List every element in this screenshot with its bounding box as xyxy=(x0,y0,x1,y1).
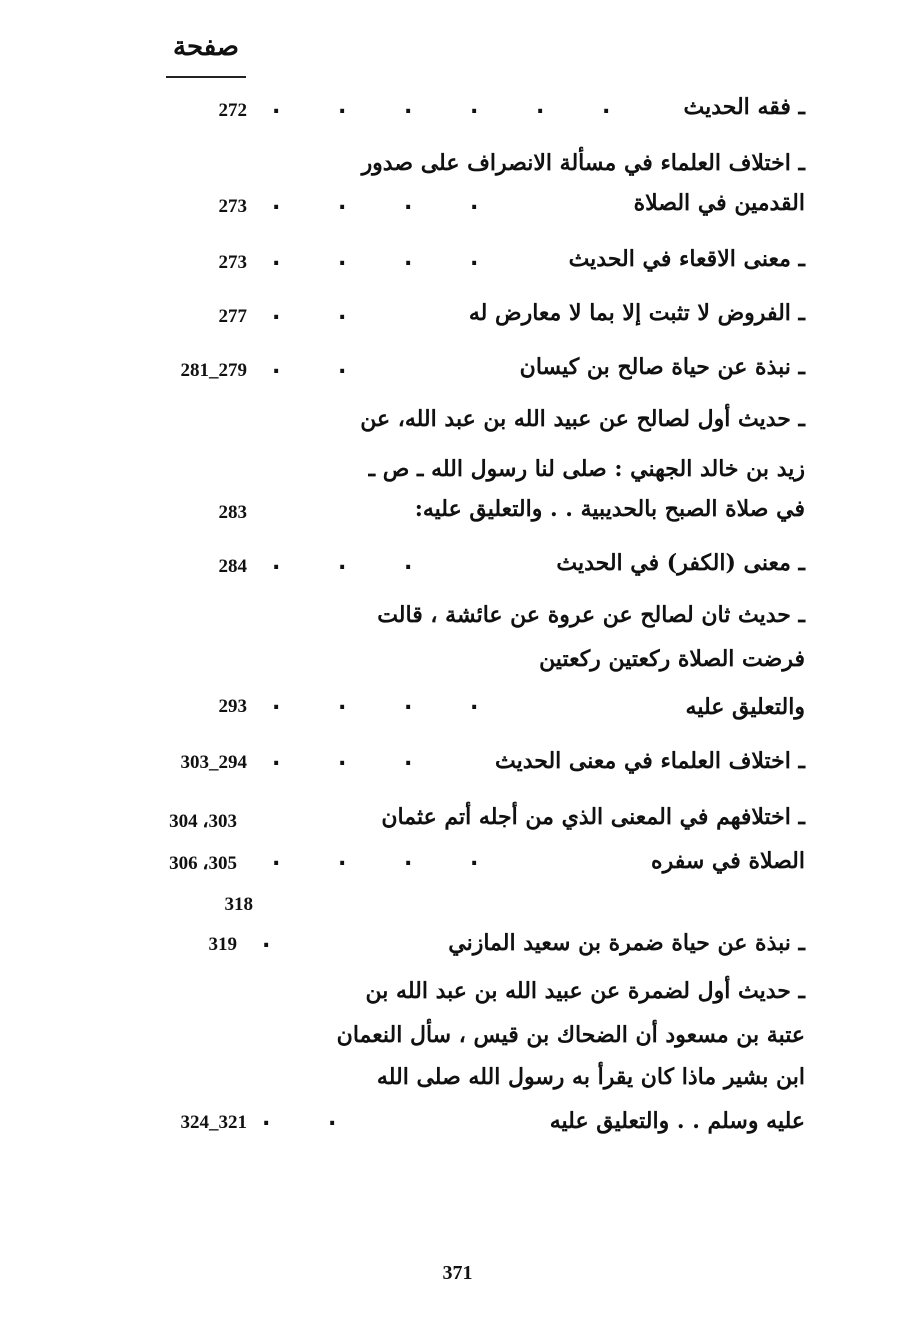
leader-dots: . xyxy=(262,928,271,953)
leader-dots: . . . xyxy=(272,550,413,575)
header-underline xyxy=(166,76,246,78)
entry-page-number: 277 xyxy=(218,306,247,327)
footer-page-number: 371 xyxy=(442,1262,473,1284)
entry-page-number: 272 xyxy=(218,100,247,121)
entry-text: فرضت الصلاة ركعتين ركعتين xyxy=(539,646,805,672)
entry-page-number: 303_294 xyxy=(180,752,247,773)
entry-page-number: 281_279 xyxy=(180,360,247,381)
entry-text: عليه وسلم . . والتعليق عليه xyxy=(549,1108,805,1134)
entry-page-number: 318 xyxy=(224,894,253,915)
entry-text: عتبة بن مسعود أن الضحاك بن قيس ، سأل النعمان xyxy=(336,1022,805,1048)
entry-text: في صلاة الصبح بالحديبية . . والتعليق عليه: xyxy=(414,496,805,522)
leader-dots: . . xyxy=(272,354,347,379)
entry-page-number: 324_321 xyxy=(180,1112,247,1133)
entry-page-number: 273 xyxy=(218,196,247,217)
entry-text: القدمين في الصلاة xyxy=(633,190,805,216)
entry-page-number: 284 xyxy=(218,556,247,577)
entry-text: ـ حديث ثان لصالح عن عروة عن عائشة ، قالت xyxy=(377,602,805,628)
entry-text: الصلاة في سفره xyxy=(651,848,805,874)
entry-text: والتعليق عليه xyxy=(685,694,805,720)
entry-text: ـ اختلافهم في المعنى الذي من أجله أتم عثمان xyxy=(381,804,805,830)
entry-text: ـ نبذة عن حياة صالح بن كيسان xyxy=(519,354,805,380)
entry-page-number: 283 xyxy=(218,502,247,523)
entry-text: ـ اختلاف العلماء في مسألة الانصراف على صدور xyxy=(361,150,805,176)
entry-text: ـ الفروض لا تثبت إلا بما لا معارض له xyxy=(468,300,805,326)
entry-text: ـ حديث أول لصالح عن عبيد الله بن عبد الله، عن xyxy=(360,406,805,432)
leader-dots: . . . . xyxy=(272,246,479,271)
entry-page-number: 306 ،305 xyxy=(169,853,237,874)
leader-dots: . . . . . . xyxy=(272,94,611,119)
entry-text: ـ اختلاف العلماء في معنى الحديث xyxy=(494,748,805,774)
leader-dots: . . . . xyxy=(272,190,479,215)
entry-text: ـ معنى الاقعاء في الحديث xyxy=(568,246,805,272)
entry-text: ـ نبذة عن حياة ضمرة بن سعيد المازني xyxy=(448,930,805,956)
leader-dots: . . . xyxy=(272,746,413,771)
entry-text: ـ فقه الحديث xyxy=(683,94,805,120)
entry-page-number: 319 xyxy=(208,934,237,955)
entry-page-number: 273 xyxy=(218,252,247,273)
leader-dots: . . xyxy=(262,1106,337,1131)
leader-dots: . . . . xyxy=(272,846,479,871)
entry-page-number: 304 ،303 xyxy=(169,811,237,832)
entry-page-number: 293 xyxy=(218,696,247,717)
entry-text: ابن بشير ماذا كان يقرأ به رسول الله صلى الله xyxy=(376,1064,805,1090)
entry-text: ـ معنى (الكفر) في الحديث xyxy=(556,550,805,576)
page-column-header: صفحة xyxy=(173,32,239,62)
entry-text: زيد بن خالد الجهني : صلى لنا رسول الله ـ ص ـ xyxy=(368,456,805,482)
leader-dots: . . . . xyxy=(272,690,479,715)
leader-dots: . . xyxy=(272,300,347,325)
entry-text: ـ حديث أول لضمرة عن عبيد الله بن عبد الله بن xyxy=(365,978,805,1004)
